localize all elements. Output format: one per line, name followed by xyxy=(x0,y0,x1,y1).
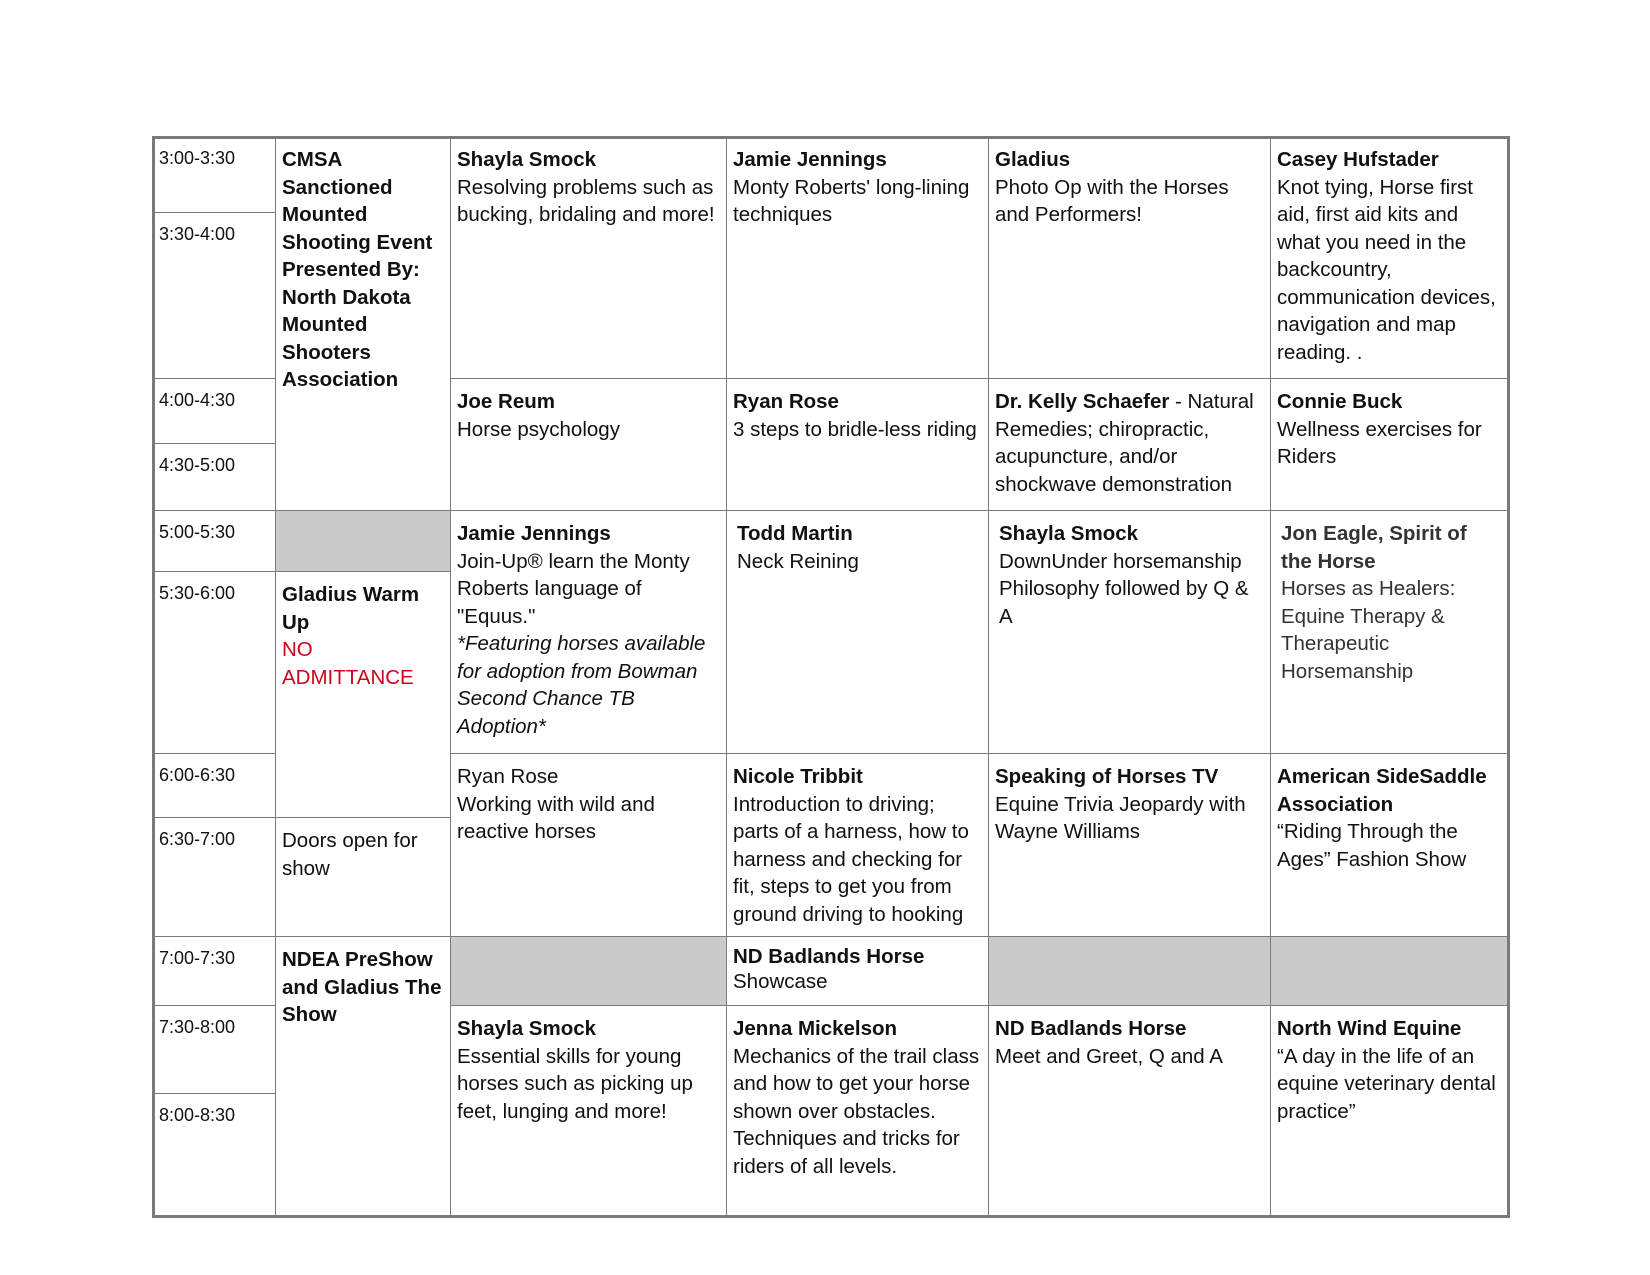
event-desc: Mechanics of the trail class and how to get your horse shown over obstacles. Techniques and tricks for riders of all levels. xyxy=(733,1044,980,1178)
event-title: NDEA PreShow and Gladius The Show xyxy=(282,948,442,1026)
empty-slot xyxy=(1270,936,1510,1006)
event-title: Gladius Warm Up xyxy=(282,583,420,634)
empty-slot xyxy=(275,510,451,572)
time-slot xyxy=(152,378,276,444)
event-title: Jenna Mickelson xyxy=(733,1017,898,1040)
event-desc: Wellness exercises for Riders xyxy=(1277,417,1482,468)
event-desc: Neck Reining xyxy=(737,549,859,573)
event-cell xyxy=(1270,510,1510,754)
event-title: North Wind Equine xyxy=(1277,1017,1462,1040)
event-desc: Showcase xyxy=(733,970,828,993)
event-title: Jamie Jennings xyxy=(733,148,887,171)
event-title: ND Badlands Horse xyxy=(995,1017,1187,1040)
event-desc: 3 steps to bridle-less riding xyxy=(733,417,977,441)
event-cell xyxy=(988,378,1271,511)
event-desc: DownUnder horsemanship Philosophy followed by Q & A xyxy=(999,549,1249,628)
event-desc: Horse psychology xyxy=(457,417,620,441)
event-title: ND Badlands Horse xyxy=(733,945,925,968)
event-gladius-warm-up xyxy=(275,571,451,818)
event-cell xyxy=(450,510,727,754)
event-cell xyxy=(726,936,989,1006)
event-cell xyxy=(988,136,1271,379)
time-slot xyxy=(152,136,276,213)
event-desc: Photo Op with the Horses and Performers! xyxy=(995,175,1229,226)
event-cmsa xyxy=(275,136,451,511)
event-title: Dr. Kelly Schaefer xyxy=(995,390,1170,413)
event-cell xyxy=(450,378,727,511)
event-desc: Horses as Healers: Equine Therapy & Therapeutic Horsemanship xyxy=(1281,577,1456,683)
time-slot xyxy=(152,936,276,1006)
time-label: 6:30-7:00 xyxy=(159,829,236,849)
event-title: Jamie Jennings xyxy=(457,522,611,545)
time-label: 4:30-5:00 xyxy=(159,455,236,475)
event-title: Nicole Tribbit xyxy=(733,765,863,788)
empty-slot xyxy=(450,936,727,1006)
event-desc: Meet and Greet, Q and A xyxy=(995,1044,1223,1068)
event-title: Connie Buck xyxy=(1277,390,1403,413)
schedule-grid xyxy=(152,136,1510,1218)
event-title: Shayla Smock xyxy=(457,1017,597,1040)
event-cell xyxy=(450,1005,727,1218)
event-doors-open xyxy=(275,817,451,937)
adoption-note: *Featuring horses available for adoption from Bowman Second Chance TB Adoption* xyxy=(457,632,706,738)
event-cell xyxy=(1270,378,1510,511)
event-cell xyxy=(988,753,1271,937)
event-cell xyxy=(450,136,727,379)
event-desc: Monty Roberts' long-lining techniques xyxy=(733,175,970,226)
time-slot xyxy=(152,510,276,572)
event-cell xyxy=(988,510,1271,754)
event-desc: “Riding Through the Ages” Fashion Show xyxy=(1277,820,1467,871)
event-desc: Join-Up® learn the Monty Roberts language of "Equus." xyxy=(457,549,690,628)
event-title: Ryan Rose xyxy=(457,765,559,788)
event-cell xyxy=(726,136,989,379)
event-cell xyxy=(988,1005,1271,1218)
event-desc: Introduction to driving; parts of a harness, how to harness and checking for fit, steps to get you from ground driving to hooking xyxy=(733,792,969,926)
time-label: 8:00-8:30 xyxy=(159,1105,236,1125)
event-desc: Knot tying, Horse first aid, first aid kits and what you need in the backcountry, communication devices, navigation and map reading. . xyxy=(1277,175,1496,364)
no-admittance-note: NO ADMITTANCE xyxy=(282,638,414,689)
time-slot xyxy=(152,212,276,379)
time-slot xyxy=(152,817,276,937)
event-title: Shayla Smock xyxy=(457,148,597,171)
event-desc: Essential skills for young horses such as picking up feet, lunging and more! xyxy=(457,1044,693,1123)
event-cell xyxy=(1270,136,1510,379)
event-cell xyxy=(726,753,989,937)
time-label: 5:30-6:00 xyxy=(159,583,236,603)
event-cell xyxy=(726,510,989,754)
event-cell xyxy=(450,753,727,937)
time-slot xyxy=(152,753,276,818)
event-cell xyxy=(1270,1005,1510,1218)
empty-slot xyxy=(988,936,1271,1006)
event-cell xyxy=(726,378,989,511)
time-slot xyxy=(152,443,276,511)
event-desc: Working with wild and reactive horses xyxy=(457,792,655,843)
time-slot xyxy=(152,1093,276,1218)
event-title: CMSA Sanctioned Mounted Shooting Event Presented By: North Dakota Mounted Shooters Association xyxy=(282,148,433,391)
time-slot xyxy=(152,1005,276,1094)
event-desc: Resolving problems such as bucking, bridaling and more! xyxy=(457,175,715,226)
event-desc: - Natural Remedies; chiropractic, acupuncture, and/or shockwave demonstration xyxy=(995,390,1254,496)
time-label: 3:00-3:30 xyxy=(159,148,236,168)
event-title: Speaking of Horses TV xyxy=(995,765,1219,788)
event-title: Ryan Rose xyxy=(733,390,839,413)
time-label: 5:00-5:30 xyxy=(159,522,236,542)
event-desc: Equine Trivia Jeopardy with Wayne Williams xyxy=(995,792,1246,843)
event-ndea-preshow xyxy=(275,936,451,1218)
time-label: 4:00-4:30 xyxy=(159,390,236,410)
event-desc: “A day in the life of an equine veterinary dental practice” xyxy=(1277,1044,1496,1123)
event-title: Jon Eagle, Spirit of the Horse xyxy=(1281,522,1467,573)
time-label: 7:00-7:30 xyxy=(159,948,236,968)
event-title: American SideSaddle Association xyxy=(1277,765,1487,816)
event-title: Joe Reum xyxy=(457,390,555,413)
event-title: Gladius xyxy=(995,148,1071,171)
event-cell xyxy=(726,1005,989,1218)
event-title: Todd Martin xyxy=(737,522,853,545)
time-label: 7:30-8:00 xyxy=(159,1017,236,1037)
time-label: 6:00-6:30 xyxy=(159,765,236,785)
event-desc: Doors open for show xyxy=(282,829,418,880)
event-cell xyxy=(1270,753,1510,937)
event-title: Shayla Smock xyxy=(999,522,1139,545)
time-slot xyxy=(152,571,276,754)
event-title: Casey Hufstader xyxy=(1277,148,1439,171)
time-label: 3:30-4:00 xyxy=(159,224,236,244)
